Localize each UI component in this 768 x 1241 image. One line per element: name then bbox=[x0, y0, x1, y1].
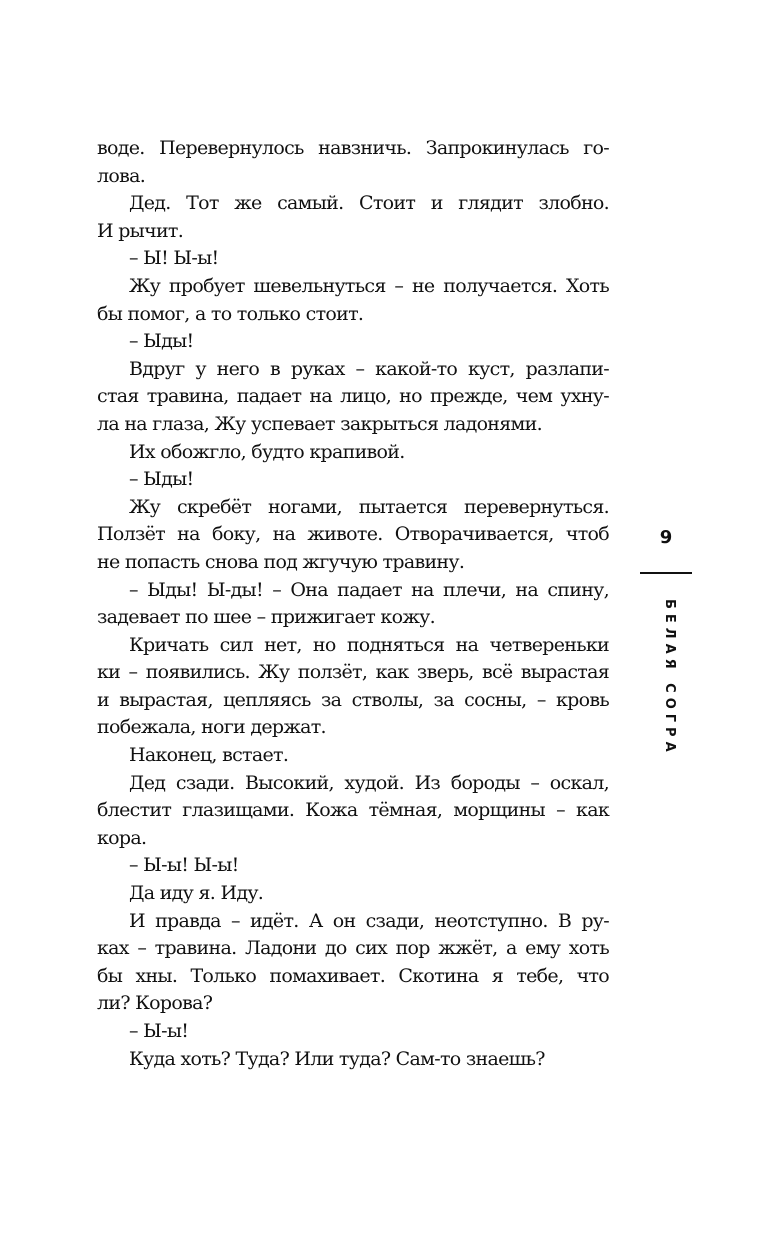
text-line: стая травина, падает на лицо, но прежде, чем ухну- bbox=[97, 385, 609, 408]
divider bbox=[640, 572, 692, 574]
text-line: Наконец, встает. bbox=[129, 744, 289, 767]
text-line: воде. Перевернулось навзничь. Запрокинулась го- bbox=[97, 137, 609, 159]
text-line: Жу скребёт ногами, пытается перевернуться. bbox=[129, 495, 609, 518]
text-line: – Ыды! bbox=[129, 468, 194, 491]
text-line: Их обожгло, будто крапивой. bbox=[129, 440, 405, 463]
page-number: 9 bbox=[659, 527, 673, 548]
text-line: бы хны. Только помахивает. Скотина я тебе, что bbox=[97, 964, 609, 987]
text-line: – Ы-ы! Ы-ы! bbox=[129, 854, 239, 877]
running-title: БЕЛАЯ СОГРА bbox=[662, 599, 677, 757]
text-line: ках – травина. Ладони до сих пор жжёт, а ему хоть bbox=[97, 937, 609, 960]
text-line: И рычит. bbox=[97, 219, 184, 242]
text-line: ла на глаза, Жу успевает закрыться ладонями. bbox=[97, 412, 542, 435]
text-line: И правда – идёт. А он сзади, неотступно. В ру- bbox=[129, 909, 609, 932]
text-line: не попасть снова под жгучую травину. bbox=[97, 550, 465, 573]
text-line: – Ы! Ы-ы! bbox=[129, 247, 219, 270]
text-line: и вырастая, цепляясь за стволы, за сосны, – кровь bbox=[97, 688, 609, 711]
text-line: Ползёт на боку, на животе. Отворачивается, чтоб bbox=[97, 523, 609, 546]
text-line: бы помог, а то только стоит. bbox=[97, 302, 364, 325]
text-line: – Ыды! bbox=[129, 330, 194, 353]
text-line: Дед. Тот же самый. Стоит и глядит злобно. bbox=[129, 192, 609, 215]
text-line: побежала, ноги держат. bbox=[97, 716, 326, 739]
text-line: Кричать сил нет, но подняться на четвереньки bbox=[129, 633, 609, 656]
text-line: кора. bbox=[97, 826, 147, 849]
text-line: Куда хоть? Туда? Или туда? Сам-то знаешь? bbox=[129, 1047, 545, 1070]
text-line: – Ы-ы! bbox=[129, 1020, 189, 1042]
text-line: ки – появились. Жу ползёт, как зверь, всё вырастая bbox=[97, 661, 609, 684]
text-line: Жу пробует шевельнуться – не получается. Хоть bbox=[129, 274, 609, 297]
text-line: лова. bbox=[97, 164, 146, 187]
text-line: ли? Корова? bbox=[97, 992, 213, 1015]
text-line: Дед сзади. Высокий, худой. Из бороды – оскал, bbox=[129, 771, 609, 794]
text-line: блестит глазищами. Кожа тёмная, морщины – как bbox=[97, 799, 609, 822]
text-line: Да иду я. Иду. bbox=[129, 882, 264, 905]
text-line: – Ыды! Ы-ды! – Она падает на плечи, на спину, bbox=[129, 578, 609, 601]
body-text bbox=[97, 135, 609, 1073]
text-line: Вдруг у него в руках – какой-то куст, разлапи- bbox=[129, 357, 609, 380]
text-line: задевает по шее – прижигает кожу. bbox=[97, 606, 435, 629]
